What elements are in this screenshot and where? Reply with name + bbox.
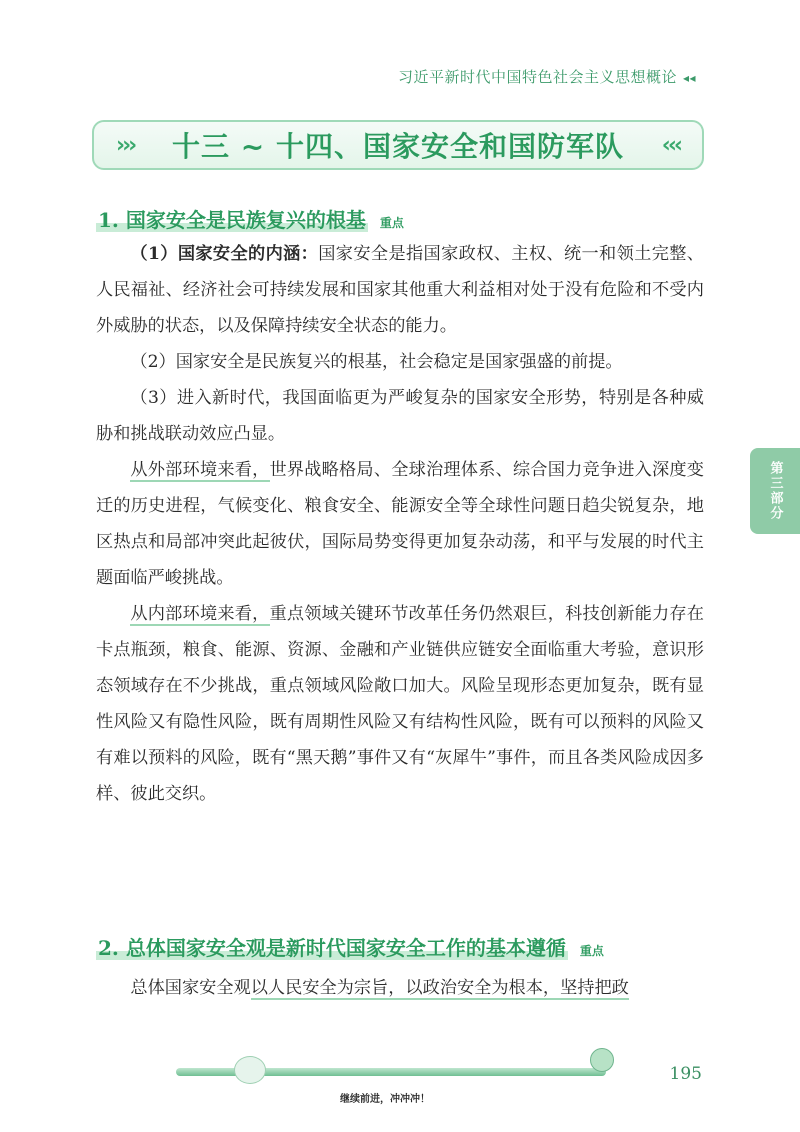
- section1-heading: [96, 204, 404, 233]
- mascot-icon: [234, 1056, 266, 1084]
- section1-body: [96, 236, 704, 812]
- chapter-title-box: [92, 120, 704, 170]
- page-number: 195: [669, 1064, 702, 1084]
- section2-heading-text: 2. 总体国家安全观是新时代国家安全工作的基本遵循: [98, 936, 566, 960]
- paragraph-definition: [96, 236, 704, 344]
- chapter-title: 十三 ~ 十四、国家安全和国防军队: [172, 130, 624, 163]
- running-title: 习近平新时代中国特色社会主义思想概论: [397, 68, 677, 86]
- holistic-underlined: 以人民安全为宗旨，以政治安全为根本，坚持把政: [250, 978, 629, 998]
- paragraph-holistic: [96, 970, 704, 1006]
- snail-icon: [590, 1048, 614, 1072]
- definition-label: （1）国家安全的内涵：: [130, 244, 319, 264]
- running-header: [398, 66, 696, 87]
- footer-progress-bar: [176, 1064, 606, 1078]
- section1-heading-text: 1. 国家安全是民族复兴的根基: [98, 208, 366, 232]
- key-point-tag: 重点: [579, 944, 604, 958]
- footer-slogan: 继续前进，冲冲冲！: [340, 1094, 430, 1105]
- external-text: 世界战略格局、全球治理体系、综合国力竞争进入深度变迁的历史进程，气候变化、粮食安全、能源安全等全球性问题日趋尖锐复杂，地区热点和局部冲突此起彼伏，国际局势变得更加复杂动荡，和平与发展的时代主题面临严峻挑战。: [96, 460, 704, 588]
- section2-body: [96, 970, 704, 1006]
- paragraph-new-era: （3）进入新时代，我国面临更为严峻复杂的国家安全形势，特别是各种威胁和挑战联动效应凸显。: [96, 388, 704, 444]
- chevron-left-icon: ‹‹‹: [661, 132, 680, 158]
- paragraph-foundation: （2）国家安全是民族复兴的根基，社会稳定是国家强盛的前提。: [130, 352, 623, 372]
- internal-lead: 从内部环境来看，: [130, 604, 270, 624]
- part-side-tab: 第三部分: [750, 448, 800, 534]
- section2-heading: [96, 932, 604, 961]
- external-lead: 从外部环境来看，: [130, 460, 270, 480]
- paragraph-external: [96, 452, 704, 596]
- paragraph-internal: [96, 596, 704, 812]
- holistic-start: 总体国家安全观: [130, 978, 251, 998]
- key-point-tag: 重点: [379, 216, 404, 230]
- internal-text: 重点领域关键环节改革任务仍然艰巨，科技创新能力存在卡点瓶颈，粮食、能源、资源、金融和产业链供应链安全面临重大考验，意识形态领域存在不少挑战，重点领域风险敞口加大。风险呈现形态更加复杂，既有显性风险又有隐性风险，既有周期性风险又有结构性风险，既有可以预料的风险又有难以预料的风险，既有“黑天鹅”事件又有“灰犀牛”事件，而且各类风险成因多样、彼此交织。: [96, 604, 704, 804]
- double-arrow-icon: ◂◂: [682, 71, 696, 85]
- definition-text: 国家安全是指国家政权、主权、统一和领土完整、人民福祉、经济社会可持续发展和国家其他重大利益相对处于没有危险和不受内外威胁的状态，以及保障持续安全状态的能力。: [96, 244, 704, 336]
- chevron-right-icon: ›››: [116, 132, 135, 158]
